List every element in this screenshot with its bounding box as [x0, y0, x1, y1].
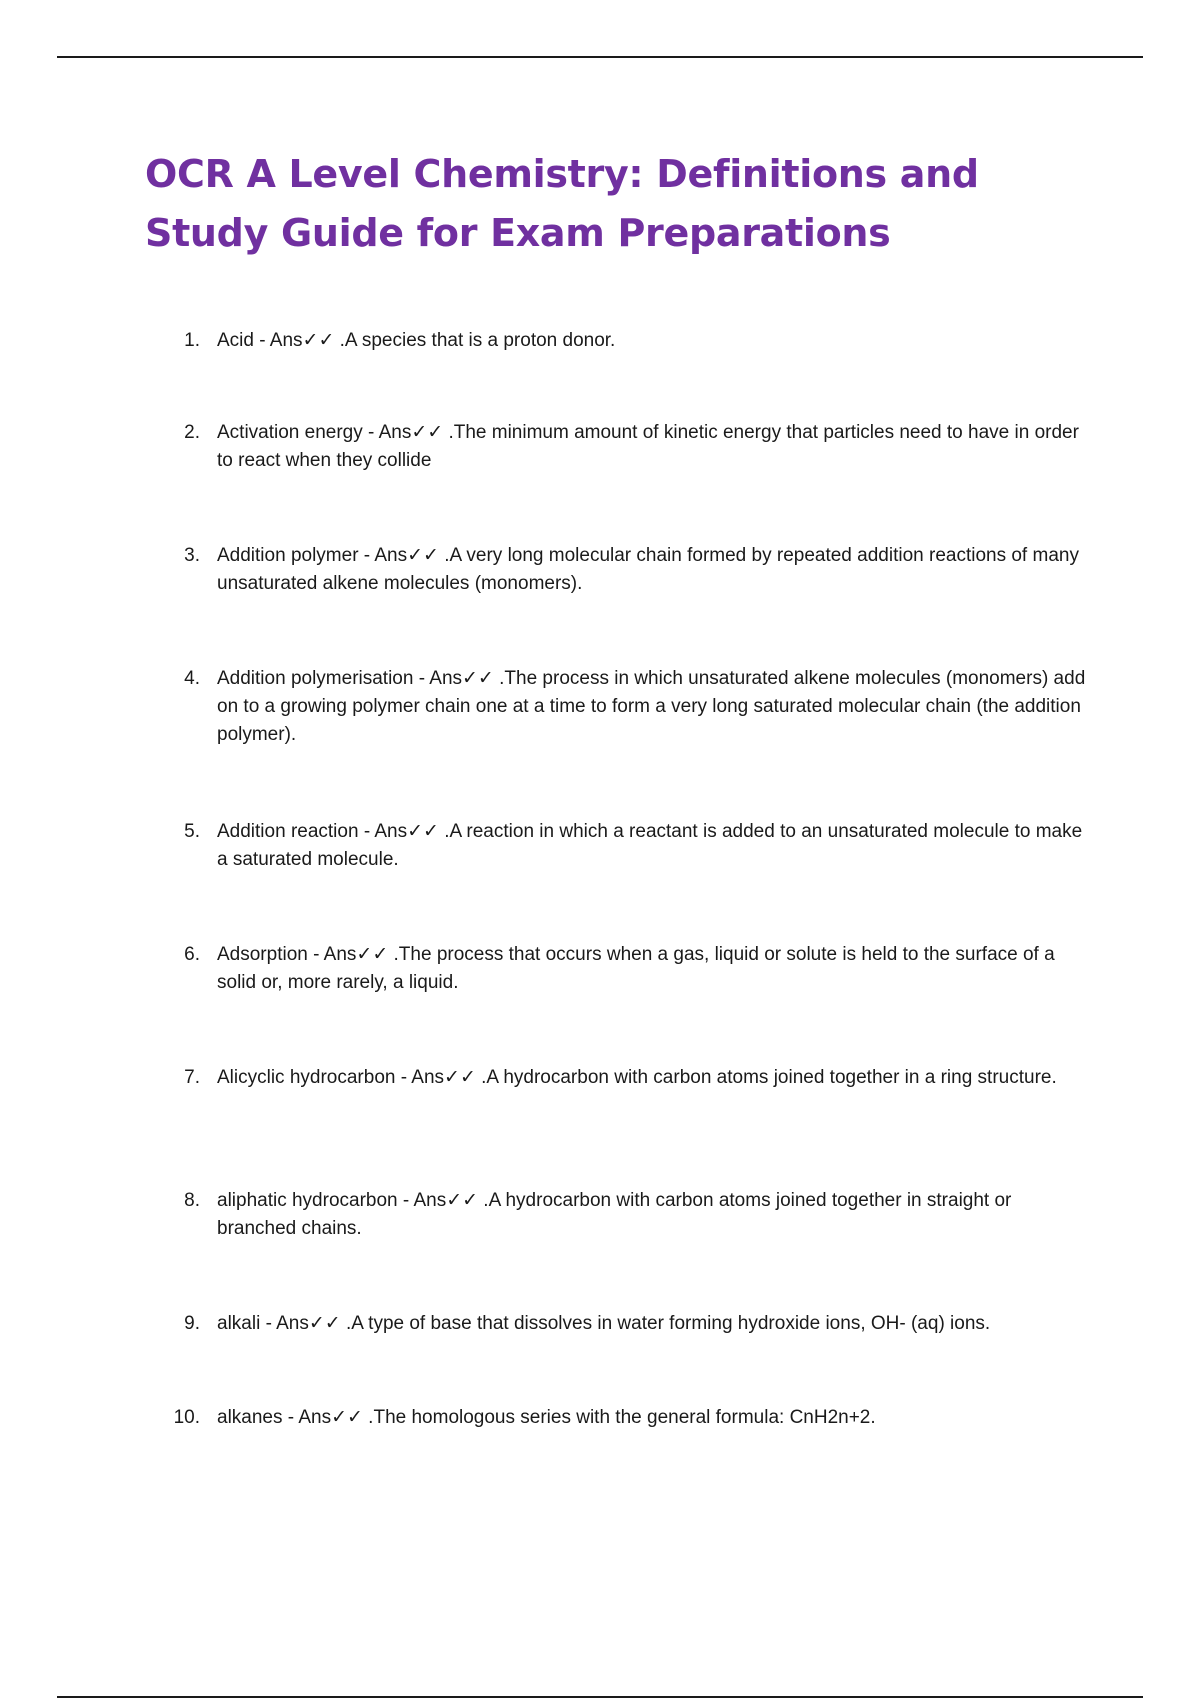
item-text: Addition polymerisation - Ans✓✓ .The process in which unsaturated alkene molecules (monomers) add on to a growing polymer chain one at a time to form a very long saturated molecular chain (the addition polymer).: [217, 668, 1086, 745]
top-rule: [57, 56, 1143, 58]
item-number: 10.: [173, 1407, 200, 1428]
item-number: 3.: [184, 545, 200, 566]
page-title: OCR A Level Chemistry: Definitions and Study Guide for Exam Preparations: [145, 152, 979, 255]
item-text: Addition reaction - Ans✓✓ .A reaction in which a reactant is added to an unsaturated molecule to make a saturated molecule.: [217, 821, 1083, 870]
item-number: 1.: [184, 330, 200, 351]
item-text: Alicyclic hydrocarbon - Ans✓✓ .A hydrocarbon with carbon atoms joined together in a ring structure.: [217, 1067, 1057, 1088]
item-text: Activation energy - Ans✓✓ .The minimum amount of kinetic energy that particles need to have in order to react when they collide: [217, 422, 1079, 471]
item-number: 4.: [184, 668, 200, 689]
item-number: 7.: [184, 1067, 200, 1088]
item-text: alkali - Ans✓✓ .A type of base that dissolves in water forming hydroxide ions, OH- (aq) ions.: [217, 1313, 991, 1334]
bottom-rule: [57, 1696, 1143, 1698]
item-text: Addition polymer - Ans✓✓ .A very long molecular chain formed by repeated addition reactions of many unsaturated alkene molecules (monomers).: [217, 545, 1079, 594]
item-number: 5.: [184, 821, 200, 842]
item-number: 6.: [184, 944, 200, 965]
item-text: Acid - Ans✓✓ .A species that is a proton donor.: [217, 330, 616, 351]
item-text: Adsorption - Ans✓✓ .The process that occurs when a gas, liquid or solute is held to the surface of a solid or, more rarely, a liquid.: [217, 944, 1055, 993]
item-number: 8.: [184, 1190, 200, 1211]
item-text: aliphatic hydrocarbon - Ans✓✓ .A hydrocarbon with carbon atoms joined together in straight or branched chains.: [217, 1190, 1012, 1239]
item-number: 2.: [184, 422, 200, 443]
item-number: 9.: [184, 1313, 200, 1334]
item-text: alkanes - Ans✓✓ .The homologous series with the general formula: CnH2n+2.: [217, 1407, 876, 1428]
